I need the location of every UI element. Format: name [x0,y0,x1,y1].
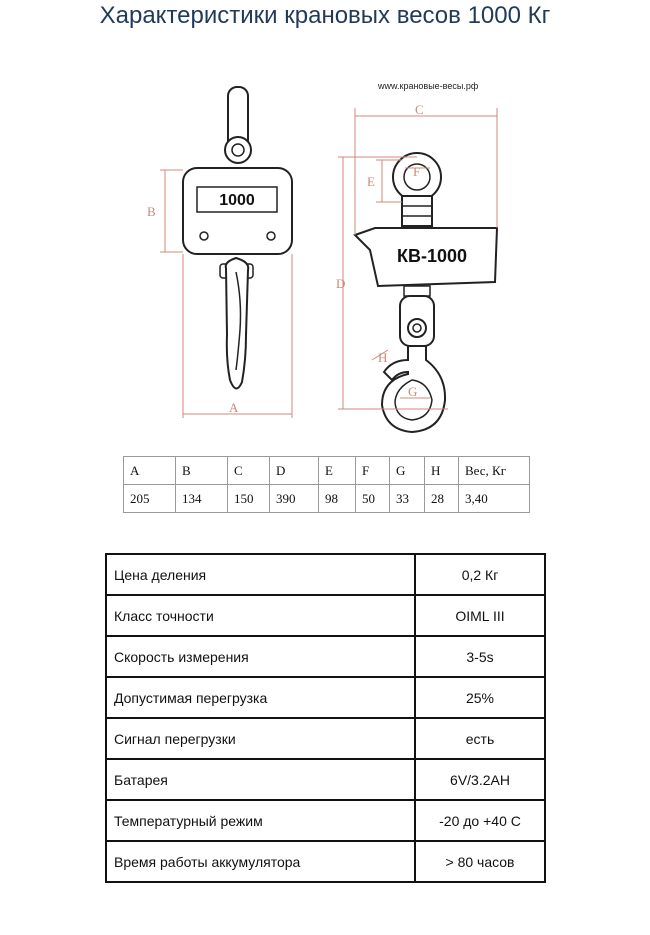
dim-header-h: H [425,457,459,485]
spec-label: Класс точности [106,595,415,636]
dim-value-d: 390 [270,485,319,513]
dim-header-d: D [270,457,319,485]
dimensions-table [123,456,530,513]
dim-value-weight: 3,40 [459,485,530,513]
spec-value: 6V/3.2AH [415,759,545,800]
spec-row [106,554,545,595]
dim-label-c: C [415,102,424,117]
page-title: Характеристики крановых весов 1000 Кг [99,2,551,29]
spec-row [106,759,545,800]
spec-label: Цена деления [106,554,415,595]
side-swivel [404,286,430,296]
dim-header-weight: Вес, Кг [459,457,530,485]
spec-label: Время работы аккумулятора [106,841,415,882]
spec-label: Скорость измерения [106,636,415,677]
spec-value: -20 до +40 С [415,800,545,841]
dim-label-g: G [408,384,418,399]
model-label: КВ-1000 [396,246,468,266]
dim-value-g: 33 [390,485,425,513]
spec-row [106,636,545,677]
display-reading: 1000 [219,192,255,209]
side-view [336,81,497,432]
spec-value: 0,2 Кг [415,554,545,595]
dim-label-h: H [378,350,388,365]
dim-label-a: A [229,400,239,415]
dim-label-f: F [413,164,421,179]
dim-value-b: 134 [176,485,228,513]
dim-header-a: A [124,457,176,485]
dim-value-a: 205 [124,485,176,513]
spec-row [106,718,545,759]
dim-label-e: E [367,174,375,189]
spec-label: Батарея [106,759,415,800]
dim-label-d: D [336,276,346,291]
spec-row [106,841,545,882]
spec-value: есть [415,718,545,759]
dim-header-g: G [390,457,425,485]
dim-value-e: 98 [319,485,356,513]
dim-value-f: 50 [356,485,390,513]
spec-value: 25% [415,677,545,718]
dim-header-b: B [176,457,228,485]
specs-table [105,553,546,883]
dimensions-header-row [124,457,530,485]
dim-header-c: C [228,457,270,485]
dim-value-c: 150 [228,485,270,513]
scale-drawing [0,0,650,450]
spec-value: 3-5s [415,636,545,677]
side-hook-pin [408,319,426,337]
spec-label: Допустимая перегрузка [106,677,415,718]
spec-row [106,677,545,718]
dimensions-value-row [124,485,530,513]
spec-row [106,595,545,636]
dim-header-f: F [356,457,390,485]
side-shackle-mount [402,196,432,226]
front-view [147,87,292,418]
spec-label: Сигнал перегрузки [106,718,415,759]
dim-value-h: 28 [425,485,459,513]
spec-value: > 80 часов [415,841,545,882]
dim-header-e: E [319,457,356,485]
dim-label-b: B [147,204,156,219]
website-url: www.крановые-весы.рф [378,81,479,91]
spec-value: OIML III [415,595,545,636]
front-shackle-eye [225,137,251,163]
spec-row [106,800,545,841]
spec-label: Температурный режим [106,800,415,841]
